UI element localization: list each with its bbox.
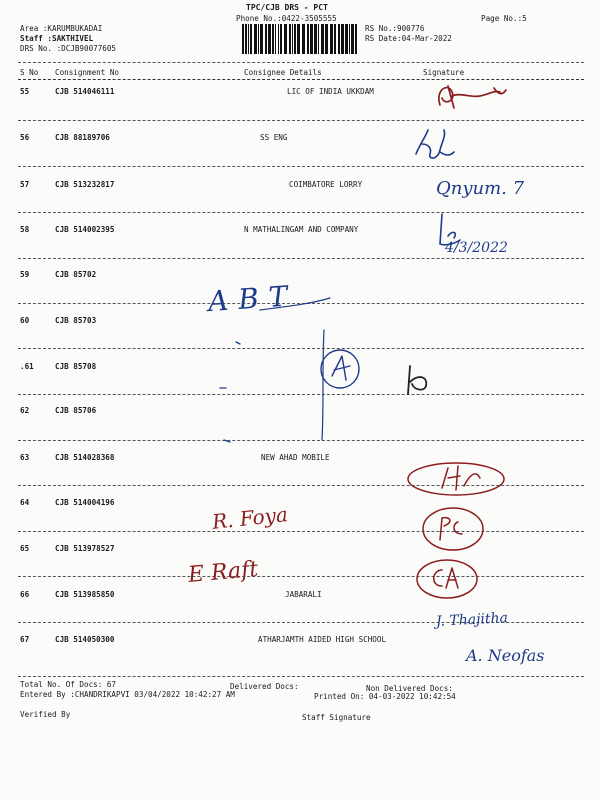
row-consignee: JABARALI — [285, 590, 322, 599]
barcode-bar — [307, 24, 309, 54]
footer-divider — [18, 676, 584, 677]
row-divider — [18, 120, 584, 121]
barcode-bar — [284, 24, 287, 54]
col-consignment: Consignment No — [55, 68, 120, 77]
barcode-image — [240, 24, 362, 56]
barcode-bar — [321, 24, 324, 54]
verified-by: Verified By — [20, 710, 71, 719]
stamp-row-65 — [412, 556, 482, 602]
row-sno: 55 — [20, 87, 30, 96]
row-divider — [18, 576, 584, 577]
row-consignee: N MATHALINGAM AND COMPANY — [244, 225, 359, 234]
row-divider — [18, 166, 584, 167]
row-sno: 59 — [20, 270, 30, 279]
barcode-bar — [341, 24, 344, 54]
row-sno: 63 — [20, 453, 30, 462]
signature-row-58-date: 4/3/2022 — [445, 240, 508, 256]
barcode-bar — [355, 24, 357, 54]
barcode-bar — [242, 24, 244, 54]
non-delivered-docs: Non Delivered Docs: — [366, 684, 453, 693]
stamp-circle-rows-60-61 — [316, 346, 364, 392]
row-sno: 65 — [20, 544, 30, 553]
col-consignee: Consignee Details — [244, 68, 322, 77]
total-docs: Total No. Of Docs: 67 — [20, 680, 117, 689]
row-divider — [18, 531, 584, 532]
drs-number: DRS No. :DCJB90077605 — [20, 44, 117, 53]
barcode-bar — [302, 24, 305, 54]
row-sno: 56 — [20, 133, 30, 142]
row-consignment-no: CJB 514002395 — [55, 225, 115, 234]
row-consignee: ATHARJAMTH AIDED HIGH SCHOOL — [258, 635, 387, 644]
document-title: TPC/CJB DRS - PCT — [246, 3, 328, 12]
row-sno: 58 — [20, 225, 30, 234]
barcode-bar — [351, 24, 354, 54]
barcode-bar — [258, 24, 259, 54]
row-consignment-no: CJB 513232817 — [55, 180, 115, 189]
signature-row-55 — [430, 80, 510, 114]
barcode-bar — [248, 24, 249, 54]
signature-row-61 — [400, 360, 440, 400]
printed-on: Printed On: 04-03-2022 10:42:54 — [314, 692, 456, 701]
barcode-bar — [250, 24, 252, 54]
row-consignment-no: CJB 88189706 — [55, 133, 110, 142]
barcode-bar — [268, 24, 271, 54]
row-sno: 66 — [20, 590, 30, 599]
staff-signature: Staff Signature — [302, 713, 371, 722]
row-consignment-no: CJB 513985850 — [55, 590, 115, 599]
barcode-bar — [278, 24, 279, 54]
row-consignee: LIC OF INDIA UKKDAM — [287, 87, 374, 96]
row-consignee: SS ENG — [260, 133, 288, 142]
rs-number: RS No.:900776 — [365, 24, 425, 33]
staff-field: Staff :SAKTHIVEL — [20, 34, 94, 43]
row-consignment-no: CJB 514004196 — [55, 498, 115, 507]
barcode-bar — [345, 24, 348, 54]
barcode-bar — [318, 24, 319, 54]
barcode-bar — [314, 24, 317, 54]
phone-number: Phone No.:0422-3505555 — [236, 14, 337, 23]
barcode-bar — [334, 24, 336, 54]
row-consignment-no: CJB 85706 — [55, 406, 97, 415]
stamp-row-63 — [398, 460, 508, 500]
barcode-bar — [245, 24, 247, 54]
row-sno: 60 — [20, 316, 30, 325]
signature-row-56 — [410, 126, 460, 166]
signature-row-67: A. Neofas — [466, 646, 545, 665]
row-consignment-no: CJB 85702 — [55, 270, 97, 279]
row-sno: 57 — [20, 180, 30, 189]
barcode-bar — [280, 24, 282, 54]
barcode-bar — [292, 24, 293, 54]
col-signature: Signature — [423, 68, 465, 77]
rs-date: RS Date:04-Mar-2022 — [365, 34, 452, 43]
barcode-bar — [275, 24, 276, 54]
row-sno: 64 — [20, 498, 30, 507]
signature-row-64: R. Foya — [210, 502, 289, 534]
row-consignment-no: CJB 85708 — [55, 362, 97, 371]
header-divider — [18, 62, 584, 63]
col-sno: S No — [20, 68, 39, 77]
signature-row-66: J. Thajitha — [435, 610, 509, 630]
row-consignment-no: CJB 514046111 — [55, 87, 115, 96]
signature-row-57: Qnyum. 7 — [436, 178, 525, 199]
entered-by: Entered By :CHANDRIKAPVI 03/04/2022 10:42:27 AM — [20, 690, 235, 699]
barcode-bar — [260, 24, 263, 54]
row-sno: .61 — [20, 362, 34, 371]
barcode-bar — [297, 24, 300, 54]
row-divider — [18, 212, 584, 213]
row-consignment-no: CJB 513978527 — [55, 544, 115, 553]
page-number: Page No.:5 — [481, 14, 527, 23]
delivered-docs: Delivered Docs: — [230, 682, 299, 691]
barcode-bar — [330, 24, 333, 54]
row-consignment-no: CJB 514050300 — [55, 635, 115, 644]
row-consignment-no: CJB 85703 — [55, 316, 97, 325]
stamp-row-64 — [418, 504, 488, 554]
row-consignee: NEW AHAD MOBILE — [261, 453, 330, 462]
remark-row-59: ABT — [206, 278, 299, 319]
barcode-bar — [325, 24, 328, 54]
area-field: Area :KARUMBUKADAI — [20, 24, 103, 33]
row-consignee: COIMBATORE LORRY — [289, 180, 363, 189]
row-consignment-no: CJB 514028368 — [55, 453, 115, 462]
barcode-bar — [265, 24, 267, 54]
barcode-bar — [254, 24, 257, 54]
barcode-bar — [272, 24, 274, 54]
barcode-bar — [289, 24, 291, 54]
barcode-bar — [338, 24, 340, 54]
barcode-bar — [310, 24, 313, 54]
row-divider — [18, 258, 584, 259]
row-sno: 62 — [20, 406, 30, 415]
barcode-bar — [349, 24, 350, 54]
barcode-bar — [294, 24, 296, 54]
signature-row-65: E Raft — [187, 556, 260, 589]
row-sno: 67 — [20, 635, 30, 644]
